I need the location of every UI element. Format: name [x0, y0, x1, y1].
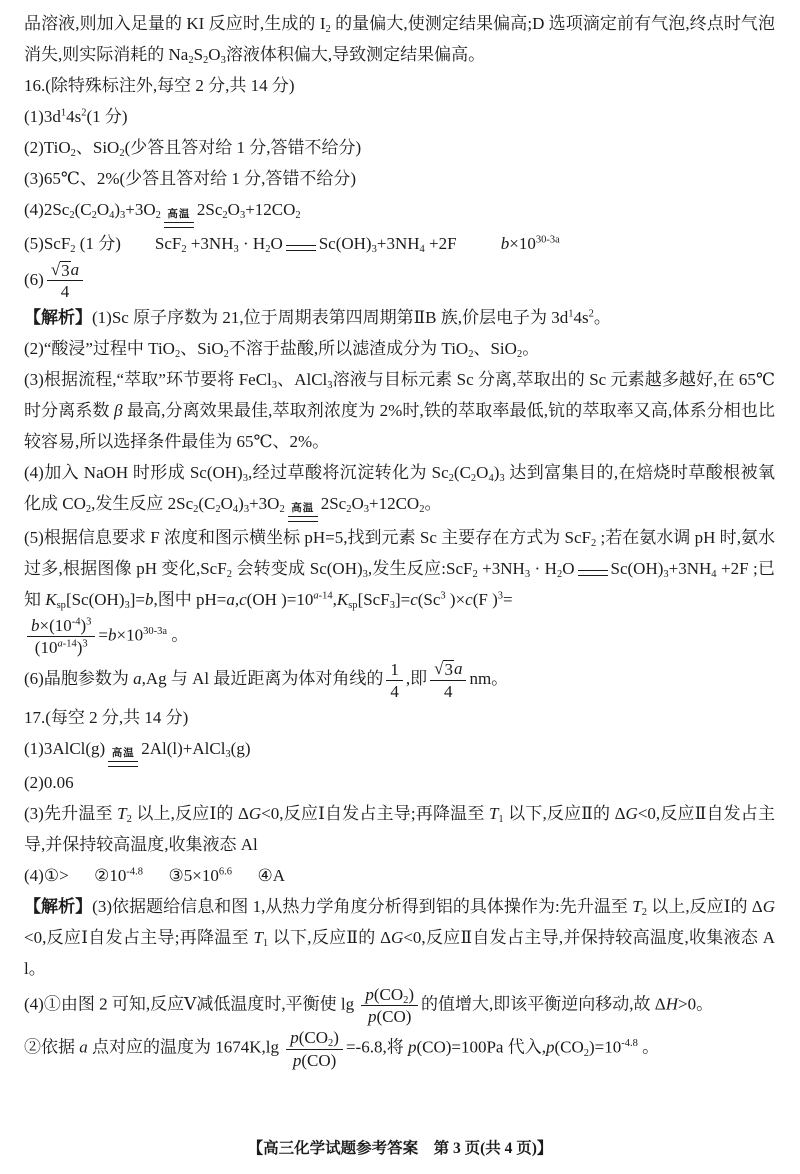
superscript: -4.8	[621, 1038, 638, 1050]
fraction	[430, 658, 466, 702]
variable: a	[70, 259, 80, 279]
subscript: sp	[348, 600, 358, 612]
subscript: 2	[325, 24, 331, 36]
subscript: 3	[124, 600, 130, 612]
radicand: 3	[61, 260, 70, 280]
variable: b	[500, 233, 510, 253]
paragraph: 【解析】(1)Sc 原子序数为 21,位于周期表第四周期第ⅡB 族,价层电子为 $3d^14s^2$。	[24, 308, 611, 328]
numerator	[47, 259, 83, 282]
reaction-equals-sign	[288, 504, 318, 522]
subscript: 2	[119, 148, 125, 160]
superscript: 3	[497, 590, 503, 602]
denominator: 4	[390, 681, 399, 701]
variable: β	[113, 401, 123, 421]
subscript: 3	[233, 243, 239, 255]
variable: G	[625, 803, 638, 823]
variable: T	[488, 803, 499, 823]
variable: a	[79, 1038, 88, 1058]
paragraph: (4)①> $②10^{-4.8}$ $③5\times 10^{6.6}$ ④A	[24, 865, 286, 885]
numerator: $b\times(10^{-4})^3$	[27, 615, 95, 637]
condition-label: 高温	[167, 209, 191, 220]
superscript: a-14	[57, 638, 77, 650]
subscript: sp	[56, 600, 66, 612]
subscript: 2	[583, 1048, 590, 1060]
double-line	[164, 222, 194, 228]
variable: G	[391, 927, 404, 947]
superscript: -4	[71, 616, 81, 628]
denominator: $(10^{a-14})^3$	[34, 638, 88, 658]
paragraph: ②依据 a 点对应的温度为 1674K,lg $\frac{p(CO_2)}{p(CO)}$ =-6.8,将 p(CO)=100Pa 代入$,p(CO_2)=10^{-4.8}$ 。	[24, 1028, 660, 1070]
subscript: 3	[220, 55, 226, 67]
paragraph: (5)根据信息要求 F 浓度和图示横坐标 pH=5,找到元素 Sc 主要存在方式为 ScF$_2$ ;若在氨水调 pH 时,氨水过多,根据图像 pH 变化,ScF$_2$ 会转变成 $Sc(OH)_3$,发生反应:ScF$_2$ $+3NH_3 \cdot H_2O$ $Sc(OH)_3+3NH_4 +2F$ ;已知 $K_{sp}[Sc(OH)_3]=b$,图中 pH=a,c(OH )$=10^{a-14},K_{sp}[ScF_3]=c(Sc^3$ )×c(F )$^3$=	[24, 527, 775, 612]
subscript: 3	[239, 210, 246, 222]
subscript: 2	[215, 504, 221, 516]
variable: T	[632, 896, 642, 916]
subscript: 3	[242, 473, 248, 485]
subscript: 2	[468, 349, 474, 361]
variable: p	[407, 1038, 417, 1058]
subscript: 2	[181, 243, 187, 255]
subscript: 2	[279, 504, 285, 516]
paragraph: (2)TiO$_2$、SiO$_2$(少答且答对给 1 分,答错不给分)	[24, 138, 362, 160]
variable: a	[226, 589, 235, 609]
numerator: $p(CO_2)$	[286, 1027, 343, 1049]
variable: K	[45, 589, 57, 609]
subscript: 4	[232, 504, 239, 516]
subscript: 2	[91, 210, 97, 222]
denominator: 4	[444, 682, 453, 702]
paragraph: 品溶液,则加入足量的 KI 反应时,生成的 $I_2$ 的量偏大,使测定结果偏高;D 选项滴定前有气泡,终点时气泡消失,则实际消耗的 $Na_2S_2O_3$溶液体积偏大,导致测定结果偏高。	[24, 14, 775, 67]
variable: G	[248, 803, 262, 823]
numerator: 1	[386, 659, 403, 681]
subscript: 2	[193, 504, 199, 516]
subscript: 2	[222, 210, 228, 222]
condition-label: 高温	[111, 748, 135, 760]
variable: c	[465, 589, 473, 609]
numerator	[430, 658, 466, 681]
subscript: 2	[591, 538, 597, 550]
document-body	[24, 8, 775, 1071]
subscript: 2	[70, 148, 76, 160]
superscript: -4.8	[126, 866, 144, 878]
paragraph: 【解析】(3)依据题给信息和图 1,从热力学角度分析得到铝的具体操作为:先升温至 $T_2$ 以上,反应Ⅰ的 ΔG<0,反应Ⅰ自发占主导;再降温至 $T_1$ 以下,反应Ⅱ的 ΔG<0,反应Ⅱ自发占主导,并保持较高温度,收集液态 Al。	[24, 896, 775, 978]
radical-sign: √	[434, 659, 444, 679]
subscript: 2	[419, 504, 425, 516]
paragraph: 17.(每空 2 分,共 14 分)	[24, 708, 189, 728]
subscript: 2	[155, 210, 161, 222]
subscript: 3	[663, 569, 669, 581]
radicand: 3	[444, 660, 453, 680]
subscript: 2	[641, 907, 647, 919]
subscript: 2	[556, 569, 563, 581]
subscript: 3	[120, 210, 126, 222]
variable: b	[144, 589, 154, 609]
paragraph: (4)①由图 2 可知,反应Ⅴ减低温度时,平衡使 lg $\frac{p(CO_2)}{p(CO)}$ 的值增大,即该平衡逆向移动,故 ΔH>0。	[24, 984, 714, 1027]
bold-label: 【解析】	[24, 896, 93, 916]
variable: p	[545, 1038, 555, 1058]
variable: a	[313, 590, 319, 602]
subscript: 3	[327, 380, 333, 392]
subscript: 3	[371, 243, 377, 255]
variable: p	[365, 984, 374, 1004]
variable: b	[31, 615, 40, 635]
subscript: 2	[126, 814, 132, 826]
subscript: 2	[226, 569, 232, 581]
paragraph: $\frac{b\times(10^{-4})^3}{(10^{a-14})^3}$ $=b\times 10^{30-3a}$ 。	[24, 615, 775, 659]
paragraph: $(4)2Sc_2(C_2O_4)_3+3O_2$ 高温 $2Sc_2O_3+12CO_2$	[24, 194, 775, 228]
subscript: 3	[389, 600, 395, 612]
subscript: 1	[262, 938, 269, 950]
denominator: 4	[60, 282, 70, 302]
variable: p	[367, 1007, 377, 1027]
superscript: 1	[568, 308, 574, 320]
subscript: 2	[223, 349, 229, 361]
subscript: 2	[403, 995, 409, 1007]
reaction-equals-sign	[286, 245, 316, 251]
condition-label: 高温	[291, 503, 315, 515]
reaction-equals-sign	[578, 570, 608, 576]
radical	[434, 660, 454, 680]
numerator: $p(CO_2)$	[361, 984, 418, 1006]
superscript: a-14	[313, 590, 333, 602]
subscript: 4	[109, 210, 115, 222]
subscript: 3	[362, 569, 368, 581]
superscript: 3	[440, 590, 446, 602]
superscript: 30-3a	[535, 234, 560, 245]
variable: b	[108, 625, 117, 645]
subscript: 2	[70, 243, 76, 255]
subscript: 3	[363, 504, 369, 516]
fraction	[361, 984, 418, 1028]
subscript: 2	[470, 473, 477, 485]
paragraph: (4)加入 NaOH 时形成 $Sc(OH)_3$,经过草酸将沉淀转化为 $Sc_2(C_2O_4)_3$ 达到富集目的,在焙烧时草酸根被氧化成 $CO_2$,发生反应 $2Sc_2(C_2O_4)_3+3O_2$ 高温 $2Sc_2O_3+12CO_2$。	[24, 457, 775, 522]
subscript: 4	[711, 569, 717, 581]
superscript: 2	[588, 308, 594, 320]
subscript: 2	[265, 243, 271, 255]
subscript: 1	[498, 814, 504, 826]
fraction	[386, 659, 403, 703]
variable: p	[290, 1028, 299, 1048]
variable: c	[239, 589, 247, 609]
subscript: 4	[419, 243, 425, 255]
reaction-equals-sign	[108, 749, 138, 767]
subscript: 3	[271, 380, 278, 392]
superscript: 6.6	[218, 866, 232, 878]
paragraph: (3)根据流程,“萃取”环节要将 FeCl$_3$、AlCl$_3$溶液与目标元素 Sc 分离,萃取出的 Sc 元素越多越好,在 65℃时分离系数 β 最高,分离效果最佳,萃取剂浓度为 2%时,铁的萃取率最低,钪的萃取率又高,体系分相也比较容易,所以选择条件最佳为 65℃、2%。	[24, 370, 775, 452]
fraction	[27, 615, 95, 659]
subscript: 2	[328, 1038, 334, 1050]
paragraph: (2)“酸浸”过程中 TiO$_2$、SiO$_2$不溶于盐酸,所以滤渣成分为 TiO$_2$、SiO$_2$。	[24, 339, 540, 361]
subscript: 2	[448, 473, 454, 485]
subscript: 2	[346, 504, 352, 516]
subscript: 3	[243, 504, 250, 516]
subscript: 2	[472, 569, 478, 581]
subscript: 3	[225, 749, 231, 761]
page-footer: 【高三化学试题参考答案 第 3 页(共 4 页)】	[247, 1140, 553, 1157]
subscript: 2	[85, 504, 92, 516]
subscript: 2	[516, 349, 523, 361]
paragraph: (5)ScF$_2$ (1 分) $ScF_2 +3NH_3 \cdot H_2O$ $Sc(OH)_3+3NH_4 +2F$ $b\times 10^{30-3a}$	[24, 233, 560, 255]
variable: T	[253, 927, 263, 947]
paragraph: (2)0.06	[24, 772, 74, 792]
radical-sign: √	[50, 259, 61, 279]
variable: a	[453, 659, 463, 679]
reaction-equals-sign	[164, 210, 194, 228]
superscript: 1	[60, 107, 67, 119]
superscript: 30-3a	[143, 626, 168, 638]
variable: a	[133, 669, 142, 689]
paragraph: (6)晶胞参数为 a,Ag 与 Al 最近距离为体对角线的 $\frac{1}{4}$ ,即 √ 3 a 4 nm。	[24, 659, 509, 702]
double-line	[108, 761, 138, 767]
paragraph: 16.(除特殊标注外,每空 2 分,共 14 分)	[24, 76, 295, 95]
fraction	[286, 1027, 343, 1071]
double-line	[286, 245, 316, 251]
subscript: 2	[295, 210, 301, 222]
paragraph: $(1)3d^14s^2(1$ 分)	[24, 107, 128, 126]
paragraph: (6) √ 3 a 4	[24, 259, 775, 303]
subscript: 4	[488, 473, 494, 485]
variable: K	[336, 589, 349, 609]
variable: H	[665, 994, 678, 1014]
superscript: 3	[82, 638, 88, 650]
paragraph: (1)3AlCl(g) 高温 2Al(l)+AlCl$_3$(g)	[24, 733, 775, 767]
denominator: p(CO)	[367, 1007, 412, 1027]
variable: T	[117, 803, 127, 823]
variable: c	[410, 589, 418, 609]
subscript: 2	[69, 210, 75, 222]
paragraph: (3)65℃、2%(少答且答对给 1 分,答错不给分)	[24, 169, 357, 188]
subscript: 2	[188, 55, 194, 67]
subscript: 3	[524, 569, 531, 581]
superscript: 3	[86, 616, 92, 628]
subscript: 2	[174, 349, 181, 361]
paragraph: (3)先升温至 $T_2$ 以上,反应Ⅰ的 ΔG<0,反应Ⅰ自发占主导;再降温至 $T_1$ 以下,反应Ⅱ的 ΔG<0,反应Ⅱ自发占主导,并保持较高温度,收集液态 Al	[24, 803, 775, 854]
double-line	[578, 570, 608, 576]
fraction	[47, 259, 83, 303]
radical	[51, 261, 71, 281]
variable: G	[762, 896, 775, 916]
superscript: 2	[81, 107, 87, 119]
variable: a	[57, 638, 63, 650]
subscript: 3	[499, 473, 505, 485]
denominator: p(CO)	[292, 1050, 337, 1070]
variable: p	[292, 1050, 302, 1070]
bold-label: 【解析】	[24, 308, 92, 328]
subscript: 2	[203, 55, 209, 67]
